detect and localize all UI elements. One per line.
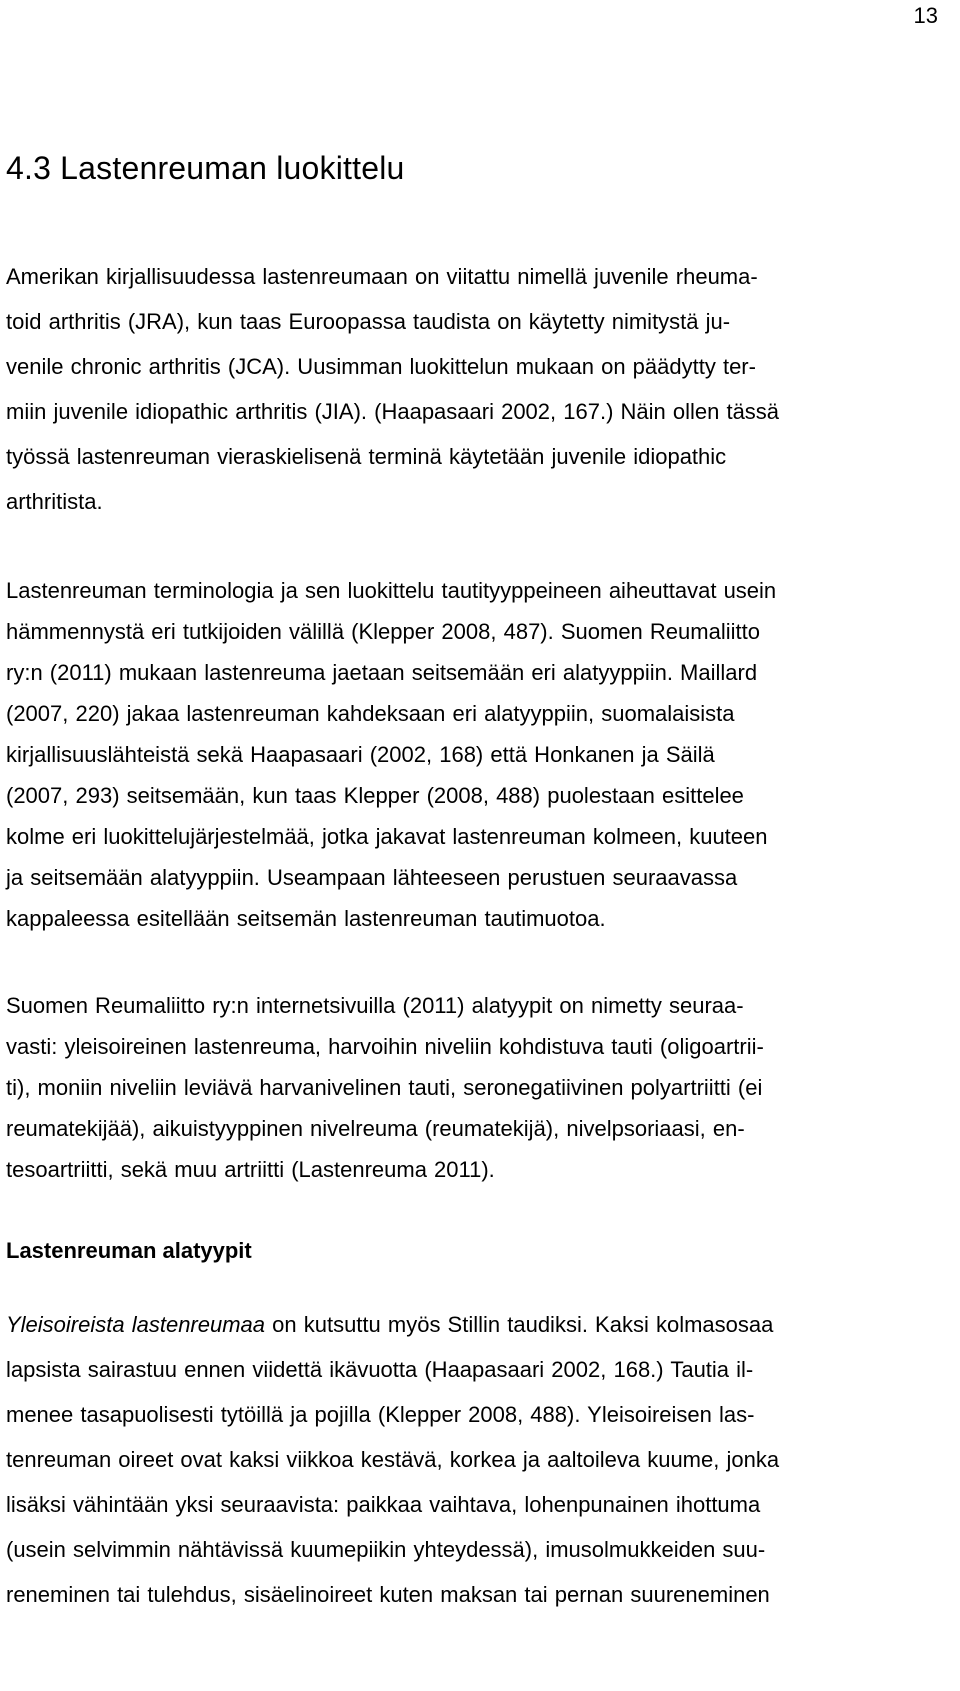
paragraph-terminology-intro (6, 254, 954, 524)
text-line: arthritista. (6, 489, 103, 514)
text-line: ry:n (2011) mukaan lastenreuma jaetaan seitsemään eri alatyyppiin. Maillard (6, 660, 758, 685)
text-line: Amerikan kirjallisuudessa lastenreumaan on viitattu nimellä juvenile rheuma- (6, 264, 758, 289)
text-line: venile chronic arthritis (JCA). Uusimman luokittelun mukaan on päädytty ter- (6, 354, 756, 379)
text-line: (usein selvimmin nähtävissä kuumepiikin yhteydessä), imusolmukkeiden suu- (6, 1537, 766, 1562)
text-line: lapsista sairastuu ennen viidettä ikävuotta (Haapasaari 2002, 168.) Tautia il- (6, 1357, 754, 1382)
text-line: tesoartriitti, sekä muu artriitti (Lastenreuma 2011). (6, 1157, 495, 1182)
text-line: (2007, 293) seitsemään, kun taas Klepper (2008, 488) puolestaan esittelee (6, 783, 744, 808)
text-line: reumatekijää), aikuistyyppinen nivelreuma (reumatekijä), nivelpsoriaasi, en- (6, 1116, 745, 1141)
text-line: kappaleessa esitellään seitsemän lastenreuman tautimuotoa. (6, 906, 606, 931)
text-line: vasti: yleisoireinen lastenreuma, harvoihin niveliin kohdistuva tauti (oligoartrii- (6, 1034, 764, 1059)
text-line: hämmennystä eri tutkijoiden välillä (Klepper 2008, 487). Suomen Reumaliitto (6, 619, 760, 644)
paragraph-systemic-arthritis (6, 1302, 954, 1617)
paragraph-classification (6, 570, 954, 939)
text-line: ti), moniin niveliin leviävä harvanivelinen tauti, seronegatiivinen polyartriitti (ei (6, 1075, 763, 1100)
paragraph-subtypes-list (6, 985, 954, 1190)
subsection-title: Lastenreuman alatyypit (6, 1238, 252, 1263)
text-line: lisäksi vähintään yksi seuraavista: paikkaa vaihtava, lohenpunainen ihottuma (6, 1492, 761, 1517)
page-number: 13 (913, 3, 938, 28)
italic-term: Yleisoireista lastenreumaa (6, 1312, 266, 1337)
text-line: Lastenreuman terminologia ja sen luokittelu tautityyppeineen aiheuttavat usein (6, 578, 777, 603)
text-line: työssä lastenreuman vieraskielisenä terminä käytetään juvenile idiopathic (6, 444, 727, 469)
text-line: miin juvenile idiopathic arthritis (JIA). (Haapasaari 2002, 167.) Näin ollen tässä (6, 399, 780, 424)
text-line: (2007, 220) jakaa lastenreuman kahdeksaan eri alatyyppiin, suomalaisista (6, 701, 735, 726)
text-line: kirjallisuuslähteistä sekä Haapasaari (2002, 168) että Honkanen ja Säilä (6, 742, 715, 767)
text-line: tenreuman oireet ovat kaksi viikkoa kestävä, korkea ja aaltoileva kuume, jonka (6, 1447, 780, 1472)
section-title: 4.3 Lastenreuman luokittelu (6, 150, 405, 186)
text-line: menee tasapuolisesti tytöillä ja pojilla (Klepper 2008, 488). Yleisoireisen las- (6, 1402, 755, 1427)
text-line: toid arthritis (JRA), kun taas Euroopassa taudista on käytetty nimitystä ju- (6, 309, 731, 334)
text-line-first (6, 1302, 954, 1347)
text-line: reneminen tai tulehdus, sisäelinoireet kuten maksan tai pernan suureneminen (6, 1582, 770, 1607)
text-line: kolme eri luokittelujärjestelmää, jotka jakavat lastenreuman kolmeen, kuuteen (6, 824, 768, 849)
document-body (6, 148, 954, 1617)
text-line: ja seitsemään alatyyppiin. Useampaan lähteeseen perustuen seuraavassa (6, 865, 738, 890)
text-line: Suomen Reumaliitto ry:n internetsivuilla (2011) alatyypit on nimetty seuraa- (6, 993, 744, 1018)
text-line-rest: on kutsuttu myös Stillin taudiksi. Kaksi kolmasosaa (265, 1312, 774, 1337)
